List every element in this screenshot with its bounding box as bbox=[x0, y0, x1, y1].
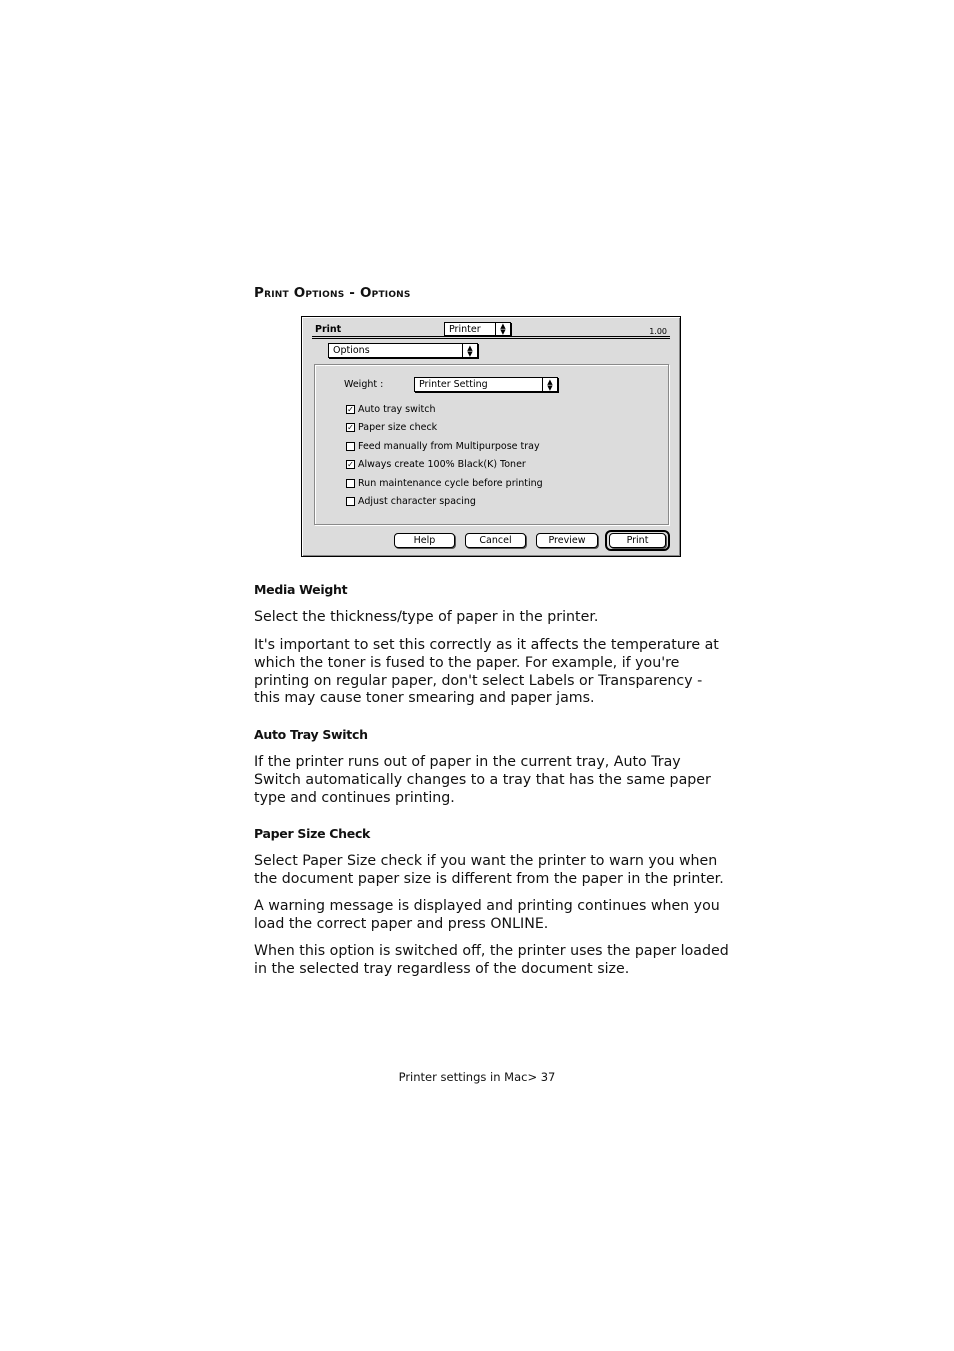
section-heading: Paper Size Check bbox=[254, 826, 371, 841]
checkbox-label: Auto tray switch bbox=[358, 404, 436, 415]
printer-popup[interactable] bbox=[444, 322, 511, 336]
paragraph: Select the thickness/type of paper in the printer. bbox=[254, 609, 599, 625]
checkbox-label: Run maintenance cycle before printing bbox=[358, 478, 543, 489]
checkbox-icon[interactable]: ✓ bbox=[347, 405, 354, 414]
checkbox-label: Always create 100% Black(K) Toner bbox=[358, 459, 526, 470]
panel-popup-label: Options bbox=[333, 345, 370, 356]
weight-popup-label: Printer Setting bbox=[419, 379, 488, 390]
printer-popup-label: Printer bbox=[449, 323, 481, 335]
updown-arrows-icon: ▲ ▼ bbox=[495, 323, 510, 335]
checkbox-icon[interactable]: ✓ bbox=[347, 423, 354, 432]
weight-popup[interactable] bbox=[414, 377, 558, 392]
title-divider bbox=[312, 338, 670, 339]
checkbox-label: Paper size check bbox=[358, 422, 438, 433]
paragraph: It's important to set this correctly as it affects the temperature at which the toner is fused to the paper. For example, if you're printing on regular paper, don't select Labels or Transparency - this may cause toner smearing and paper jams. bbox=[254, 637, 719, 707]
preview-button[interactable]: Preview bbox=[536, 533, 598, 548]
title-divider bbox=[312, 336, 670, 337]
print-dialog bbox=[301, 316, 681, 557]
weight-label: Weight : bbox=[344, 379, 384, 390]
checkbox-maintenance-cycle[interactable] bbox=[346, 478, 543, 489]
updown-arrows-icon: ▲ ▼ bbox=[462, 344, 477, 357]
paragraph: When this option is switched off, the printer uses the paper loaded in the selected tray regardless of the document size. bbox=[254, 943, 729, 977]
checkbox-label: Adjust character spacing bbox=[358, 496, 476, 507]
checkbox-paper-size-check[interactable] bbox=[346, 422, 437, 433]
paragraph: A warning message is displayed and printing continues when you load the correct paper and press ONLINE. bbox=[254, 898, 720, 932]
help-button[interactable]: Help bbox=[394, 533, 455, 548]
section-heading: Auto Tray Switch bbox=[254, 727, 368, 742]
paragraph: Select Paper Size check if you want the printer to warn you when the document paper size is different from the paper in the printer. bbox=[254, 853, 724, 887]
panel-popup[interactable] bbox=[328, 343, 478, 358]
default-button-ring bbox=[605, 530, 670, 551]
checkbox-icon[interactable] bbox=[346, 497, 355, 506]
checkbox-icon[interactable] bbox=[346, 479, 355, 488]
updown-arrows-icon: ▲ ▼ bbox=[542, 378, 557, 391]
section-title: Print Options - Options bbox=[254, 285, 411, 301]
paragraph: If the printer runs out of paper in the current tray, Auto Tray Switch automatically changes to a tray that has the same paper type and continues printing. bbox=[254, 754, 711, 806]
section-heading: Media Weight bbox=[254, 582, 348, 597]
checkbox-icon[interactable] bbox=[346, 442, 355, 451]
cancel-button[interactable]: Cancel bbox=[465, 533, 526, 548]
dialog-title: Print bbox=[315, 324, 342, 335]
checkbox-auto-tray-switch[interactable] bbox=[346, 404, 436, 415]
checkbox-icon[interactable]: ✓ bbox=[347, 460, 354, 469]
checkbox-character-spacing[interactable] bbox=[346, 496, 476, 507]
print-button[interactable]: Print bbox=[609, 533, 666, 548]
checkbox-feed-manually[interactable] bbox=[346, 441, 540, 452]
checkbox-black-toner[interactable] bbox=[346, 459, 526, 470]
version-label: 1.00 bbox=[649, 327, 667, 336]
checkbox-label: Feed manually from Multipurpose tray bbox=[358, 441, 540, 452]
page-footer: Printer settings in Mac> 37 bbox=[398, 1070, 556, 1084]
